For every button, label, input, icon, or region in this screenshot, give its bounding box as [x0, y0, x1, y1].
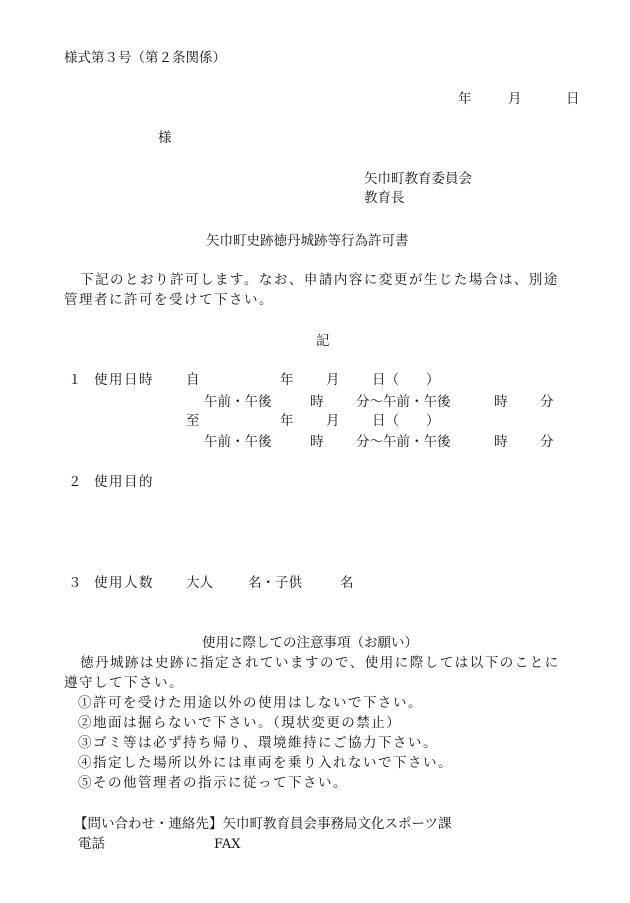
notes-heading: 使用に際しての注意事項（お願い）	[202, 635, 418, 651]
issuer-organization: 矢巾町教育委員会	[364, 171, 472, 187]
notes-item-1: ①許可を受けた用途以外の使用はしないで下さい。	[78, 695, 423, 711]
notes-item-4: ④指定した場所以外には車両を乗り入れないで下さい。	[78, 755, 453, 771]
period-from-hour: 時	[310, 394, 324, 410]
section-1-number: １	[68, 372, 82, 388]
period-to-day: 日（ ）	[372, 413, 440, 429]
period-from-end-minute: 分	[540, 394, 554, 410]
notes-item-3: ③ゴミ等は必ず持ち帰り、環境維持にご協力下さい。	[78, 735, 438, 751]
notes-item-5: ⑤その他管理者の指示に従って下さい。	[78, 775, 348, 791]
period-from-end-hour: 時	[494, 394, 508, 410]
period-from-minute-range: 分～午前・午後	[356, 394, 451, 410]
phone-label: 電話	[78, 836, 105, 852]
period-to-ampm: 午前・午後	[204, 434, 272, 450]
date-day-label: 日	[566, 91, 580, 107]
intro-line-2: 管理者に許可を受けて下さい。	[64, 292, 274, 308]
notes-intro-line-1: 徳丹城跡は史跡に指定されていますので、使用に際しては以下のことに	[80, 655, 560, 671]
period-to-end-hour: 時	[494, 434, 508, 450]
section-1-label: 使用日時	[94, 372, 154, 388]
period-from-year: 年	[280, 372, 294, 388]
ki-label: 記	[316, 333, 330, 349]
period-to-minute-range: 分～午前・午後	[356, 434, 451, 450]
contact-label: 【問い合わせ・連絡先】矢巾町教育員会事務局文化スポーツ課	[74, 816, 452, 832]
date-month-label: 月	[508, 91, 522, 107]
period-from-day: 日（ ）	[372, 372, 440, 388]
date-year-label: 年	[458, 91, 472, 107]
period-to-hour: 時	[310, 434, 324, 450]
period-to-label: 至	[186, 413, 200, 429]
period-from-month: 月	[326, 372, 340, 388]
period-to-month: 月	[326, 413, 340, 429]
period-to-year: 年	[280, 413, 294, 429]
children-unit: 名	[340, 575, 354, 591]
section-3-number: ３	[68, 575, 82, 591]
addressee-suffix: 様	[158, 130, 172, 146]
document-title: 矢巾町史跡徳丹城跡等行為許可書	[206, 233, 409, 249]
period-to-end-minute: 分	[540, 434, 554, 450]
intro-line-1: 下記のとおり許可します。なお、申請内容に変更が生じた場合は、別途	[80, 272, 559, 288]
period-from-ampm: 午前・午後	[204, 394, 272, 410]
period-from-label: 自	[186, 372, 200, 388]
section-3-label: 使用人数	[94, 575, 154, 591]
fax-label: FAX	[214, 837, 241, 852]
adults-label: 大人	[186, 575, 213, 591]
section-2-label: 使用目的	[94, 474, 154, 490]
notes-item-2: ②地面は掘らないで下さい。（現状変更の禁止）	[78, 715, 402, 731]
issuer-title: 教育長	[364, 190, 405, 206]
section-2-number: ２	[68, 474, 82, 490]
notes-intro-line-2: 遵守して下さい。	[64, 675, 184, 691]
children-label: 名・子供	[248, 575, 302, 591]
form-number: 様式第３号（第２条関係）	[64, 50, 226, 66]
